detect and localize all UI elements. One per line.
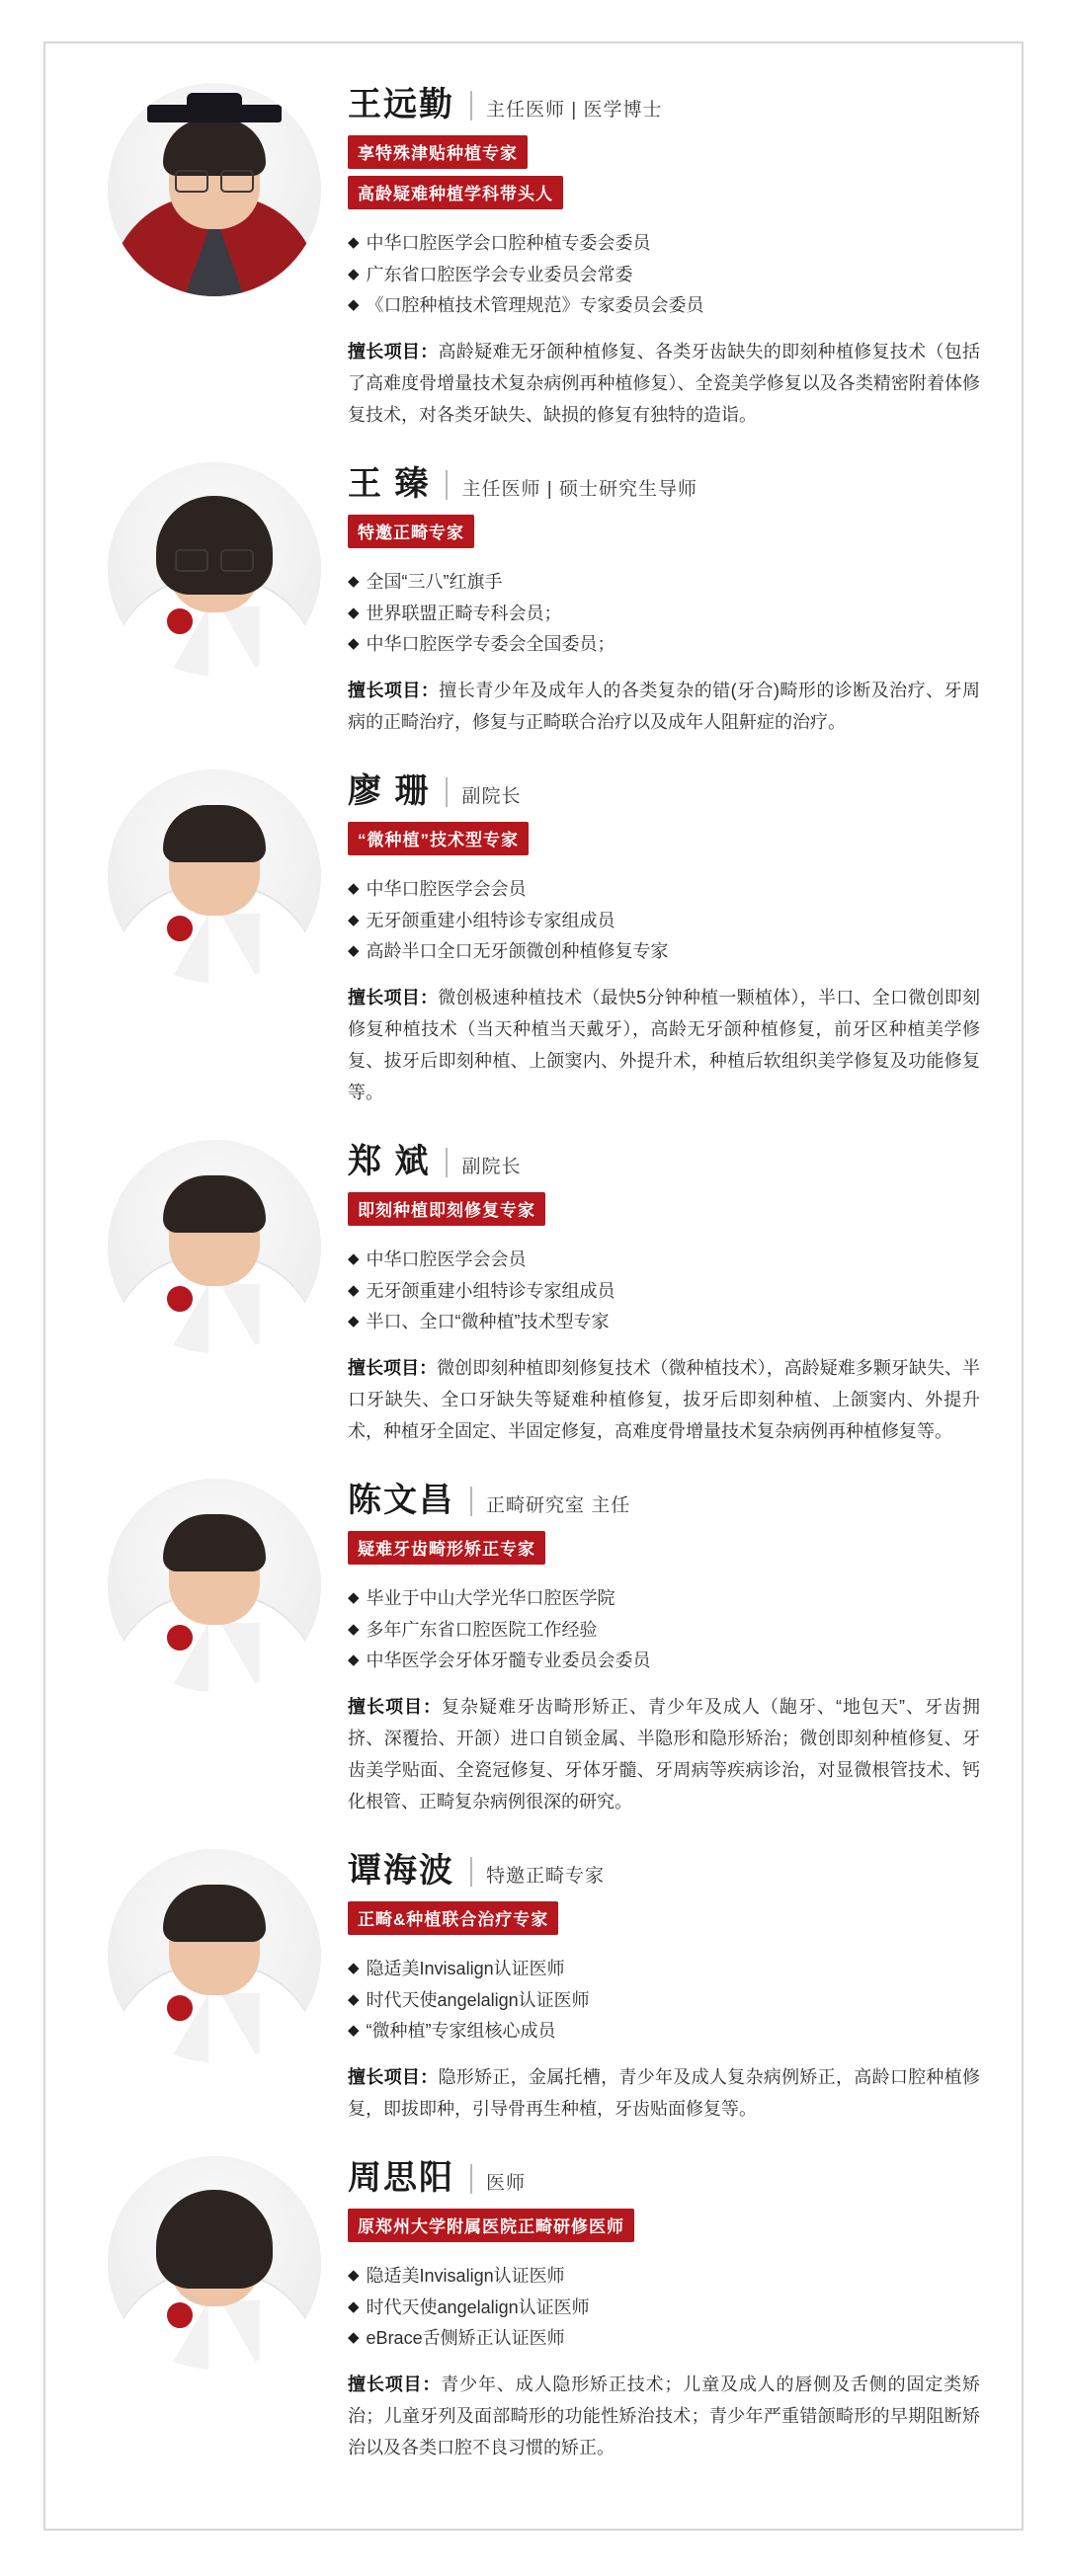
tag-line [348,822,980,862]
portrait-column [81,77,348,296]
coat-collar-right [220,606,260,676]
coat-collar-right [220,1284,260,1353]
credential-text: 全国“三八”红旗手 [366,572,503,593]
diamond-bullet-icon: ◆ [348,296,360,314]
diamond-bullet-icon: ◆ [348,1620,360,1638]
doctor-tag: 疑难牙齿畸形矫正专家 [348,1531,545,1565]
credential-text: 中华口腔医学会会员 [366,879,527,900]
specialties-label: 擅长项目： [348,1357,438,1378]
credential-text: eBrace舌侧矫正认证医师 [366,2328,565,2349]
specialties [348,982,980,1108]
credential-text: 《口腔种植技术管理规范》专家委员会委员 [366,295,704,316]
doctor-tags [348,1901,980,1942]
coat-collar-right [220,1623,260,1692]
doctor-portrait [108,462,321,676]
doctor-tags [348,515,980,555]
info-column [348,1134,986,1447]
credential-item [348,629,980,661]
diamond-bullet-icon: ◆ [348,1589,360,1607]
doctor-card [81,1843,986,2125]
name-row [348,2160,980,2197]
credential-text: 中华口腔医学会口腔种植专委会委员 [366,233,651,254]
diamond-bullet-icon: ◆ [348,2329,360,2347]
credential-item [348,936,980,968]
diamond-bullet-icon: ◆ [348,2022,360,2040]
credential-item [348,1646,980,1677]
portrait-column [81,1134,348,1353]
profiles-frame [43,41,1024,2531]
doctor-titles: 医师 [486,2172,527,2194]
credential-item [348,1954,980,1985]
specialties-text: 擅长青少年及成年人的各类复杂的错(牙合)畸形的诊断及治疗、牙周病的正畸治疗，修复与正畸联合治疗以及成年人阻鼾症的治疗。 [348,680,980,732]
name-divider [446,1148,448,1177]
specialties [348,2369,980,2463]
doctor-titles: 特邀正畸专家 [486,1865,606,1887]
hospital-logo-badge [165,1993,195,2023]
diamond-bullet-icon: ◆ [348,1651,360,1669]
hospital-logo-badge [165,2300,195,2330]
tag-line [348,1192,980,1233]
specialties [348,2061,980,2125]
doctor-name: 谭海波 [348,1851,454,1890]
doctor-titles: 主任医师 | 医学博士 [486,100,663,121]
doctor-portrait [108,1479,321,1692]
credential-list [348,1245,980,1338]
specialties-label: 擅长项目： [348,680,440,700]
doctor-portrait [108,769,321,983]
credential-list [348,1954,980,2048]
diamond-bullet-icon: ◆ [348,880,360,898]
credential-item [348,1276,980,1308]
credential-text: 隐适美Invisalign认证医师 [366,2266,565,2287]
credential-item [348,1245,980,1276]
name-row [348,773,980,810]
specialties-label: 擅长项目： [348,2066,439,2087]
credential-text: “微种植”专家组核心成员 [366,2021,556,2042]
tag-line [348,1531,980,1571]
doctor-card [81,77,986,431]
credential-text: 中华医学会牙体牙髓专业委员会委员 [366,1650,651,1671]
info-column [348,2150,986,2463]
credential-list [348,567,980,661]
name-divider [470,2164,472,2194]
specialties [348,1691,980,1817]
doctor-tags [348,1531,980,1571]
doctor-card [81,456,986,738]
diamond-bullet-icon: ◆ [348,1250,360,1268]
name-row [348,1853,980,1890]
credential-list [348,1583,980,1677]
specialties [348,336,980,431]
diamond-bullet-icon: ◆ [348,1960,360,1977]
doctor-portrait [108,83,321,296]
doctor-tags [348,2209,980,2249]
credential-item [348,228,980,260]
credential-text: 无牙颌重建小组特诊专家组成员 [366,910,616,930]
doctor-tag: 即刻种植即刻修复专家 [348,1192,545,1226]
name-row [348,466,980,503]
credential-item [348,260,980,291]
graduation-cap [147,105,282,122]
credential-list [348,2261,980,2355]
credential-item [348,2261,980,2293]
credential-item [348,874,980,906]
portrait-column [81,456,348,676]
credential-item [348,1615,980,1647]
credential-text: 世界联盟正畸专科会员； [366,603,562,623]
doctor-card [81,764,986,1108]
doctor-list [81,77,986,2463]
doctor-titles: 主任医师 | 硕士研究生导师 [461,478,698,500]
doctor-tag: 原郑州大学附属医院正畸研修医师 [348,2209,634,2242]
diamond-bullet-icon: ◆ [348,573,360,591]
diamond-bullet-icon: ◆ [348,2297,360,2315]
credential-item [348,1985,980,2017]
specialties-text: 隐形矫正，金属托槽，青少年及成人复杂病例矫正，高龄口腔种植修复，即拔即种，引导骨再生种植，牙齿贴面修复等。 [348,2066,981,2119]
portrait-column [81,2150,348,2370]
specialties [348,675,980,738]
specialties-text: 青少年、成人隐形矫正技术；儿童及成人的唇侧及舌侧的固定类矫治；儿童牙列及面部畸形的功能性矫治技术；青少年严重错颌畸形的早期阻断矫治以及各类口腔不良习惯的矫正。 [348,2374,981,2457]
name-row [348,1483,980,1519]
doctor-name: 周思阳 [348,2158,454,2197]
diamond-bullet-icon: ◆ [348,2267,360,2285]
doctor-name: 王 臻 [348,464,431,503]
diamond-bullet-icon: ◆ [348,635,360,653]
name-divider [446,470,448,500]
name-row [348,1144,980,1180]
credential-item [348,2293,980,2324]
doctor-titles: 正畸研究室 主任 [486,1494,631,1516]
doctor-name: 王远勤 [348,86,454,123]
hospital-logo-badge [165,1284,195,1314]
diamond-bullet-icon: ◆ [348,265,360,282]
diamond-bullet-icon: ◆ [348,942,360,960]
diamond-bullet-icon: ◆ [348,1313,360,1330]
credential-item [348,2016,980,2048]
credential-text: 广东省口腔医学会专业委员会常委 [366,264,633,284]
specialties-text: 微创即刻种植即刻修复技术（微种植技术），高龄疑难多颗牙缺失、半口牙缺失、全口牙缺失等疑难种植修复，拔牙后即刻种植、上颌窦内、外提升术，种植牙全固定、半固定修复，高难度骨增量技术复杂病例再种植修复等。 [348,1357,981,1441]
credential-text: 中华口腔医学会会员 [366,1249,527,1270]
glasses-icon [172,549,257,569]
credential-text: 多年广东省口腔医院工作经验 [366,1619,598,1640]
hospital-logo-badge [165,1623,195,1652]
doctor-tags [348,135,980,216]
coat-collar-right [220,2300,260,2370]
doctor-tag: 特邀正畸专家 [348,515,474,548]
tag-line [348,135,980,176]
glasses-icon [172,170,257,190]
diamond-bullet-icon: ◆ [348,604,360,621]
specialties [348,1352,980,1447]
info-column [348,77,986,431]
info-column [348,456,986,738]
doctor-titles: 副院长 [461,1156,522,1177]
portrait-column [81,764,348,983]
hospital-logo-badge [165,914,195,943]
doctor-portrait [108,1140,321,1353]
diamond-bullet-icon: ◆ [348,1990,360,2008]
doctor-name: 廖 珊 [348,771,431,810]
doctor-portrait [108,2156,321,2370]
credential-item [348,1583,980,1615]
tag-line [348,2209,980,2249]
coat-collar-right [220,1993,260,2062]
portrait-column [81,1843,348,2062]
doctor-card [81,1473,986,1817]
credential-text: 无牙颌重建小组特诊专家组成员 [366,1280,616,1301]
doctor-name: 郑 斌 [348,1142,431,1180]
credential-text: 高龄半口全口无牙颌微创种植修复专家 [366,941,669,962]
coat-collar-right [220,914,260,983]
info-column [348,764,986,1108]
specialties-text: 高龄疑难无牙颌种植修复、各类牙齿缺失的即刻种植修复技术（包括了高难度骨增量技术复杂病例再种植修复）、全瓷美学修复以及各类精密附着体修复技术，对各类牙缺失、缺损的修复有独特的造诣。 [348,341,981,425]
doctor-tag: “微种植”技术型专家 [348,822,529,855]
name-divider [470,1857,472,1887]
specialties-label: 擅长项目： [348,987,439,1007]
doctor-tag: 享特殊津贴种植专家 [348,135,528,169]
credential-item [348,906,980,937]
tag-line [348,176,980,216]
portrait-column [81,1473,348,1692]
credential-item [348,1307,980,1338]
doctor-portrait [108,1849,321,2062]
doctor-tag: 高龄疑难种植学科带头人 [348,176,563,209]
doctor-tags [348,1192,980,1233]
specialties-text: 复杂疑难牙齿畸形矫正、青少年及成人（龅牙、“地包天”、牙齿拥挤、深覆拾、开颌）进口自锁金属、半隐形和隐形矫治；微创即刻种植修复、牙齿美学贴面、全瓷冠修复、牙体牙髓、牙周病等疾病诊治，对显微根管技术、钙化根管、正畸复杂病例很深的研究。 [348,1696,980,1811]
diamond-bullet-icon: ◆ [348,1281,360,1299]
credential-text: 毕业于中山大学光华口腔医学院 [366,1588,616,1609]
name-divider [470,91,472,121]
credential-item [348,2323,980,2355]
credential-list [348,874,980,968]
doctor-titles: 副院长 [461,785,522,807]
credential-item [348,567,980,599]
info-column [348,1843,986,2125]
name-row [348,87,980,123]
credential-text: 时代天使angelalign认证医师 [366,2296,590,2317]
specialties-label: 擅长项目： [348,1696,442,1717]
credential-item [348,599,980,630]
doctor-card [81,1134,986,1447]
hospital-logo-badge [165,606,195,636]
credential-list [348,228,980,322]
specialties-label: 擅长项目： [348,2374,442,2394]
info-column [348,1473,986,1817]
diamond-bullet-icon: ◆ [348,911,360,928]
credential-text: 中华口腔医学专委会全国委员； [366,634,616,655]
name-divider [446,777,448,807]
specialties-label: 擅长项目： [348,341,439,362]
doctor-card [81,2150,986,2463]
diamond-bullet-icon: ◆ [348,234,360,252]
credential-text: 隐适美Invisalign认证医师 [366,1959,565,1979]
name-divider [470,1487,472,1516]
doctor-tag: 正畸&种植联合治疗专家 [348,1901,558,1935]
specialties-text: 微创极速种植技术（最快5分钟种植一颗植体），半口、全口微创即刻修复种植技术（当天种植当天戴牙），高龄无牙颌种植修复，前牙区种植美学修复、拔牙后即刻种植、上颌窦内、外提升术，种植后软组织美学修复及功能修复等。 [348,987,981,1102]
credential-text: 时代天使angelalign认证医师 [366,1989,590,2010]
tag-line [348,1901,980,1942]
doctor-tags [348,822,980,862]
credential-text: 半口、全口“微种植”技术型专家 [366,1312,610,1332]
credential-item [348,290,980,322]
doctor-name: 陈文昌 [348,1481,454,1519]
tag-line [348,515,980,555]
